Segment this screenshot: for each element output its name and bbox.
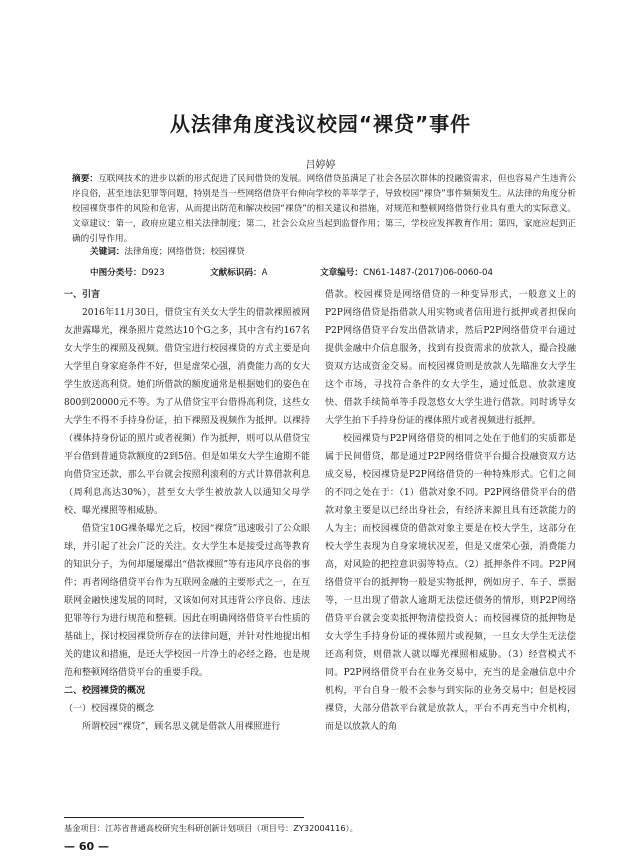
abstract xyxy=(72,172,576,247)
keywords-text: 法律角度；网络借贷；校园裸贷 xyxy=(124,247,245,257)
footnote: 基金项目：江苏省普通高校研究生科研创新计划项目（项目号：ZY32004116）。 xyxy=(64,823,358,833)
abstract-label: 摘要： xyxy=(72,174,99,184)
paragraph: 借款。校园裸贷是网络借贷的一种变异形式，一般意义上的P2P网络借贷是指借款人用实物或者信用进行抵押或者担保向P2P网络借贷平台发出借款请求，然后P2P网络借贷平台通过提供金融中介信息服务，找到有投资需求的放款人，撮合投融资双方达成资金交易。而校园裸贷则是放款人先瞄准女大学生这个市场，寻找符合条件的女大学生，通过低息、放款速度快、借款手续简单等手段忽悠女大学生进行借款。同时诱导女大学生拍下手持身份证的裸体照片或者视频进行抵押。 xyxy=(325,290,576,426)
keywords xyxy=(90,245,580,257)
abstract-text: 互联网技术的进步以新的形式促进了民间借贷的发展。网络借贷虽满足了社会各层次群体的投融资需求，但也容易产生违背公序良俗，甚至违法犯罪等问题，特别是当一些网络借贷平台伸向学校的莘莘学子，导致校园“裸贷”事件频频发生。从法律的角度分析校园裸贷事件的风险和危害，从而提出防范和解决校园“裸贷”的相关建议和措施，对规范和整顿网络借贷行业具有重大的实际意义。文章建议：第一，政府应建立相关法律制度；第二，社会公众应当起到监督作用；第三，学校应发挥教育作用；第四，家庭应起到正确的引导作用。 xyxy=(72,174,576,244)
paragraph: 校园裸贷与P2P网络借贷的相同之处在于他们的实质都是属于民间借贷，都是通过P2P网络借贷平台撮合投融资双方达成交易，校园裸贷是P2P网络借贷的一种特殊形式。它们之间的不同之处在于：（1）借款对象不同。P2P网络借贷平台的借款对象主要是以已经出身社会，有经济来源且具有还款能力的人为主；而校园裸贷的借款对象主要是在校大学生，这部分在校大学生表现为自身家境状况差，但是又虚荣心强，消费能力高，对风险的把控意识弱等特点。（2）抵押条件不同。P2P网络借贷平台的抵押物一般是实物抵押，例如房子、车子、票据等，一旦出现了借款人逾期无法偿还债务的情形，则P2P网络借贷平台就会变卖抵押物清偿投资人；而校园裸贷的抵押物是女大学生手持身份证的裸体照片或视频，一旦女大学生无法偿还高利贷，则借款人就以曝光裸照相威胁。（3）经营模式不同。P2P网络借贷平台在业务交易中，充当的是金融信息中介机构，平台自身一般不会参与到实际的业务交易中；但是校园裸贷，大部分借款平台就是放款人，平台不再充当中介机构，而是以放款人的角 xyxy=(325,434,576,732)
document-code: 文献标识码：A xyxy=(210,268,268,278)
subsection-heading-concept: （一）校园裸贷的概念 xyxy=(64,704,155,714)
author-name: 吕婷婷 xyxy=(305,160,336,171)
paragraph: 借贷宝10G裸条曝光之后，校园“裸贷”迅速吸引了公众眼球，并引起了社会广泛的关注。女大学生本是接受过高等教育的知识分子，为何却屡屡爆出“借款裸照”等有违风序良俗的事件；再者网络借贷平台作为互联网金融的主要形式之一，在互联网金融快速发展的同时，又该如何对其违背公序良俗、违法犯罪等行为进行规范和整顿。因此在明确网络借贷平台性质的基础上，探讨校园裸贷所存在的法律问题，并针对性地提出相关的建议和措施，是还大学校园一片净土的必经之路，也是规范和整顿网络借贷平台的重要手段。 xyxy=(64,524,310,678)
paragraph: 所谓校园“裸贷”，顾名思义就是借款人用裸照进行 xyxy=(82,722,281,732)
clc-number: 中图分类号：D923 xyxy=(90,268,165,278)
left-column xyxy=(64,286,310,736)
page-number: — 60 — xyxy=(64,840,109,853)
article-title: 从法律角度浅议校园“裸贷”事件 xyxy=(169,112,472,136)
article-number: 文章编号：CN61-1487-(2017)06-0060-04 xyxy=(320,268,493,278)
footnote-divider xyxy=(64,817,304,818)
paragraph: 2016年11月30日，借贷宝有关女大学生的借款裸照被网友泄露曝光，裸条照片竟然达10个G之多，其中含有约167名女大学生的裸照及视频。借贷宝进行校园裸贷的方式主要是向大学里自身家庭条件不好，但是虚荣心强，消费能力高的女大学生放送高利贷。她们所借款的额度通常是根据她们的姿色在800到20000元不等。为了从借贷宝平台借得高利贷，这些女大学生不得不手持身份证，拍下裸照及视频作为抵押。以裸持（裸体持身份证的照片或者视频）作为抵押，则可以从借贷宝平台借到普通贷款额度的2到5倍。但是如果女大学生逾期不能向借贷宝还款，那么平台就会按照利滚利的方式计算借款利息（周利息高达30%），甚至女大学生被放款人以通知父母学校、曝光裸照等相威胁。 xyxy=(64,308,310,516)
right-column xyxy=(325,286,576,736)
section-heading-intro: 一、引言 xyxy=(64,290,101,300)
section-heading-overview: 二、校园裸贷的概况 xyxy=(64,686,146,696)
keywords-label: 关键词： xyxy=(90,247,125,257)
